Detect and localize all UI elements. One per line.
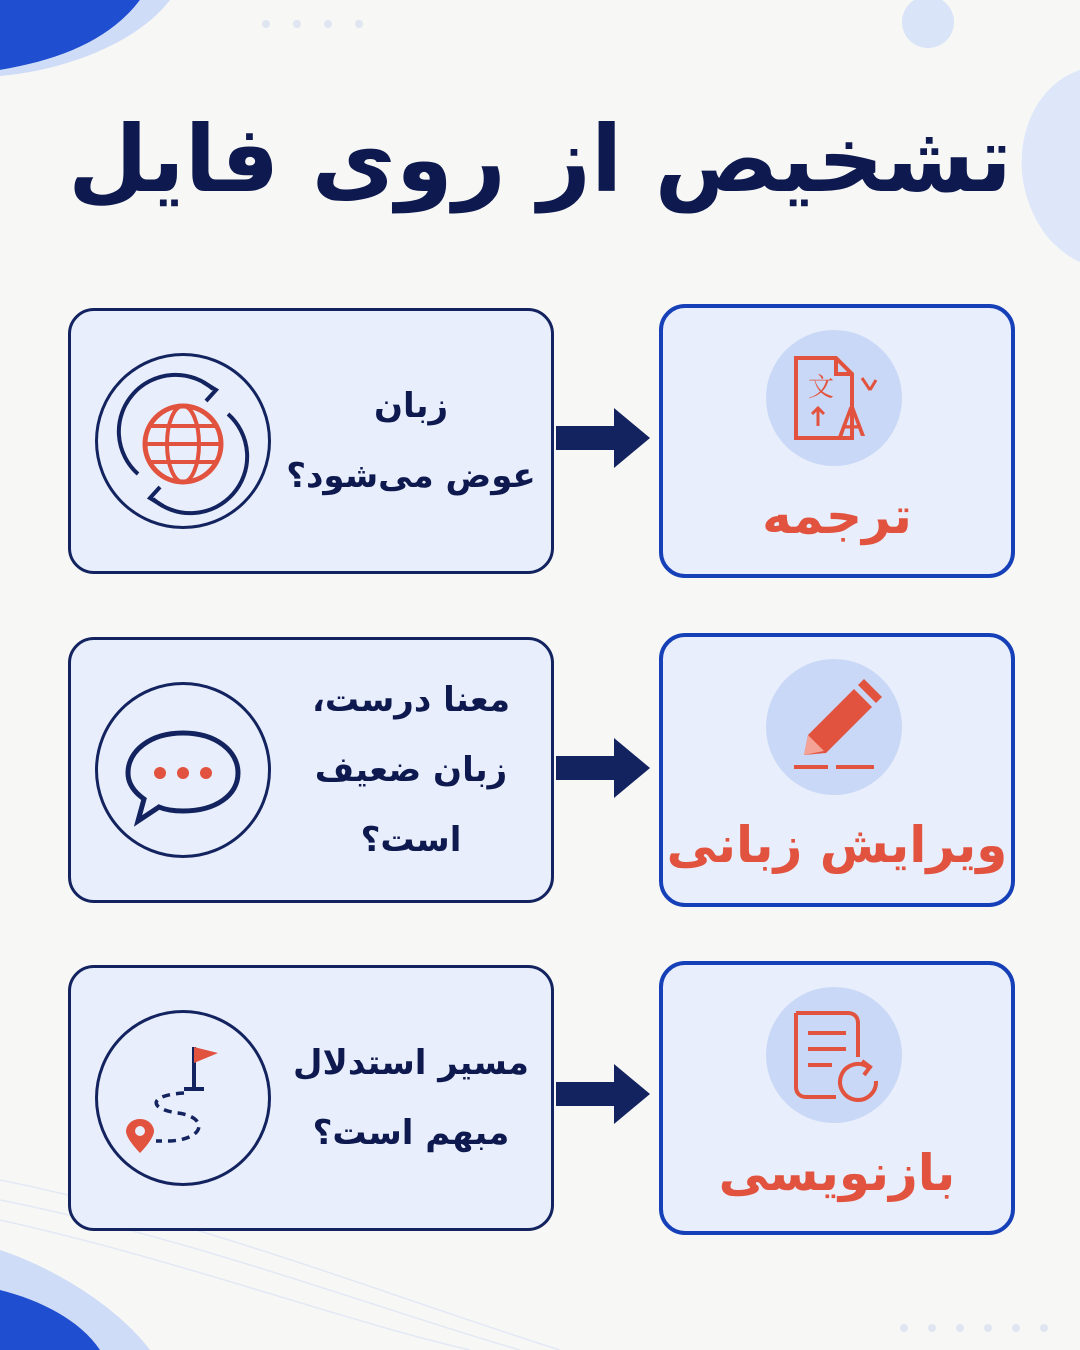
svg-text:A: A [838, 400, 866, 446]
answer-label: ویرایش زبانی [666, 816, 1008, 874]
translate-document-icon [766, 330, 902, 466]
question-line-2: مبهم است؟ [312, 1113, 510, 1153]
page-title: تشخیص از روی فایل [67, 106, 1013, 213]
pencil-icon [766, 659, 902, 795]
document-rewrite-icon [766, 987, 902, 1123]
svg-text:文: 文 [808, 373, 835, 403]
question-line-1: زبان [373, 386, 449, 426]
question-line-2: زبان ضعیف است؟ [314, 750, 508, 860]
arrow-right-icon [556, 736, 652, 800]
answer-card-translation [659, 304, 1015, 578]
answer-card-language-editing [659, 633, 1015, 907]
answer-card-rewriting [659, 961, 1015, 1235]
globe-refresh-icon [95, 353, 271, 529]
question-line-1: مسیر استدلال [293, 1043, 529, 1083]
route-flag-icon [95, 1010, 271, 1186]
answer-label: بازنویسی [718, 1144, 956, 1202]
question-card-reasoning [68, 965, 554, 1231]
question-card-language [68, 308, 554, 574]
answer-label: ترجمه [762, 487, 912, 545]
question-line-1: معنا درست، [311, 680, 511, 720]
question-card-weak-language [68, 637, 554, 903]
arrow-right-icon [556, 1062, 652, 1126]
chat-bubble-icon [95, 682, 271, 858]
question-line-2: عوض می‌شود؟ [286, 456, 536, 496]
arrow-right-icon [556, 406, 652, 470]
